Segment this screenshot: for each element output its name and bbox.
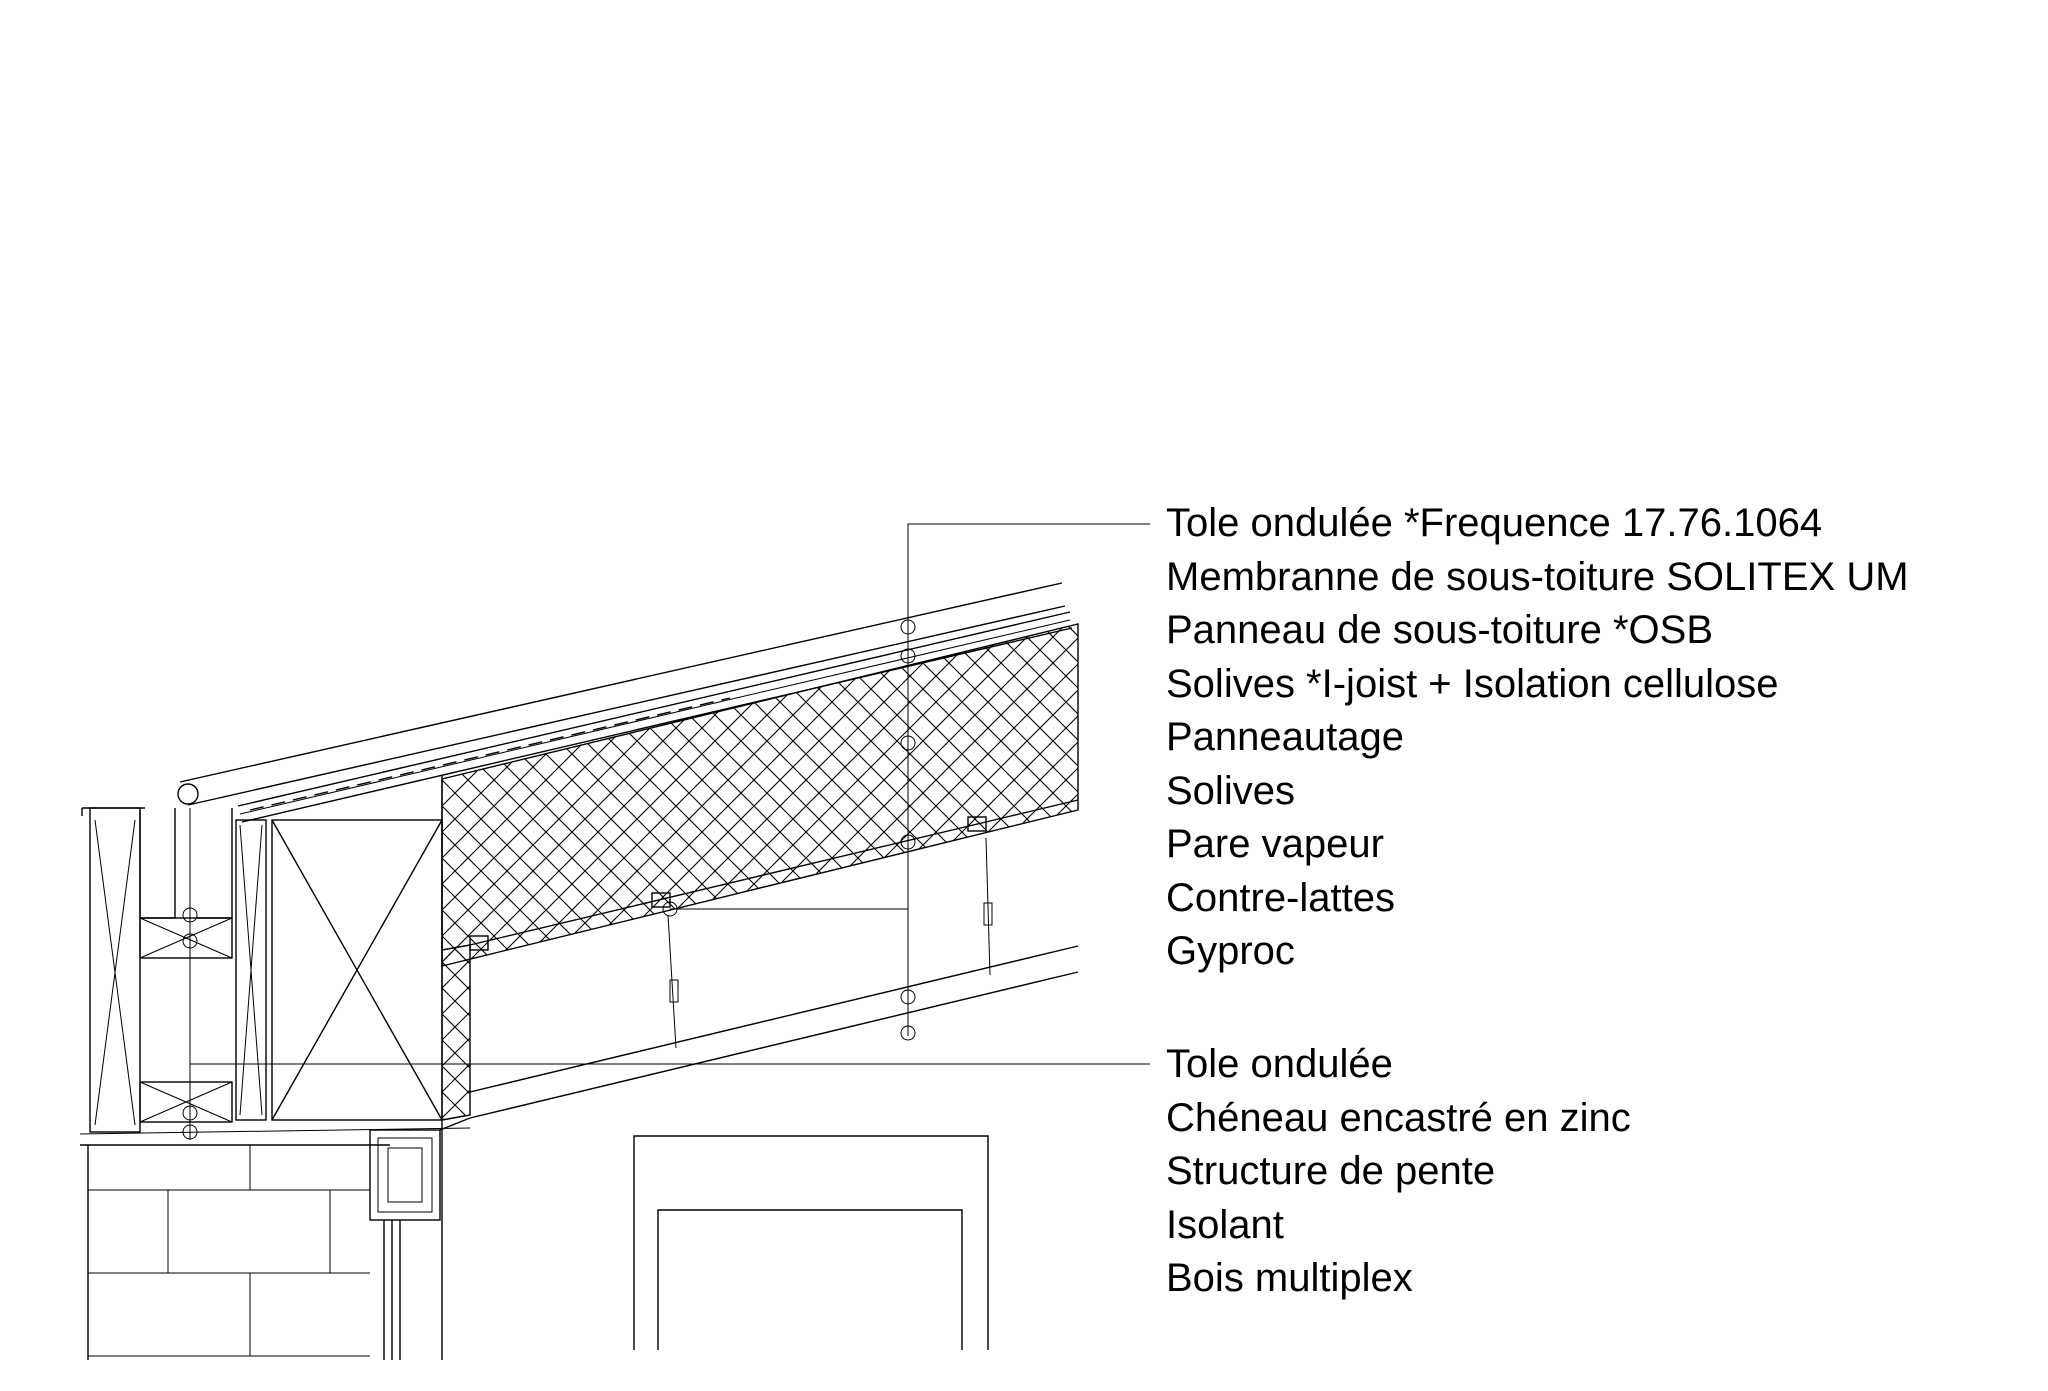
label-joists: Solives bbox=[1166, 768, 1295, 813]
lower-callout-labels bbox=[1166, 1038, 1631, 1306]
label-zinc-gutter: Chéneau encastré en zinc bbox=[1166, 1095, 1631, 1140]
label-corrugated-sheet-lower: Tole ondulée bbox=[1166, 1042, 1393, 1086]
label-underlay-membrane: Membranne de sous-toiture SOLITEX UM bbox=[1166, 554, 1909, 599]
door-opening bbox=[634, 1136, 988, 1350]
masonry-wall bbox=[88, 1145, 370, 1360]
label-counter-battens: Contre-lattes bbox=[1166, 875, 1395, 920]
label-plywood: Bois multiplex bbox=[1166, 1256, 1413, 1300]
label-vapour-barrier: Pare vapeur bbox=[1166, 822, 1384, 866]
label-insulation: Isolant bbox=[1166, 1202, 1284, 1247]
gutter-and-frame bbox=[80, 776, 470, 1145]
insulation-zone bbox=[440, 620, 1080, 1130]
label-osb-panel: Panneau de sous-toiture *OSB bbox=[1166, 608, 1714, 652]
label-slope-structure: Structure de pente bbox=[1166, 1149, 1496, 1193]
label-corrugated-sheet: Tole ondulée *Frequence 17.76.1064 bbox=[1166, 501, 1823, 545]
label-panelling: Panneautage bbox=[1166, 715, 1405, 759]
upper-callout-labels bbox=[1166, 497, 1909, 979]
label-ijoist-insulation: Solives *I-joist + Isolation cellulose bbox=[1166, 661, 1779, 706]
label-gyproc: Gyproc bbox=[1166, 929, 1295, 973]
window-frame bbox=[370, 1130, 442, 1360]
